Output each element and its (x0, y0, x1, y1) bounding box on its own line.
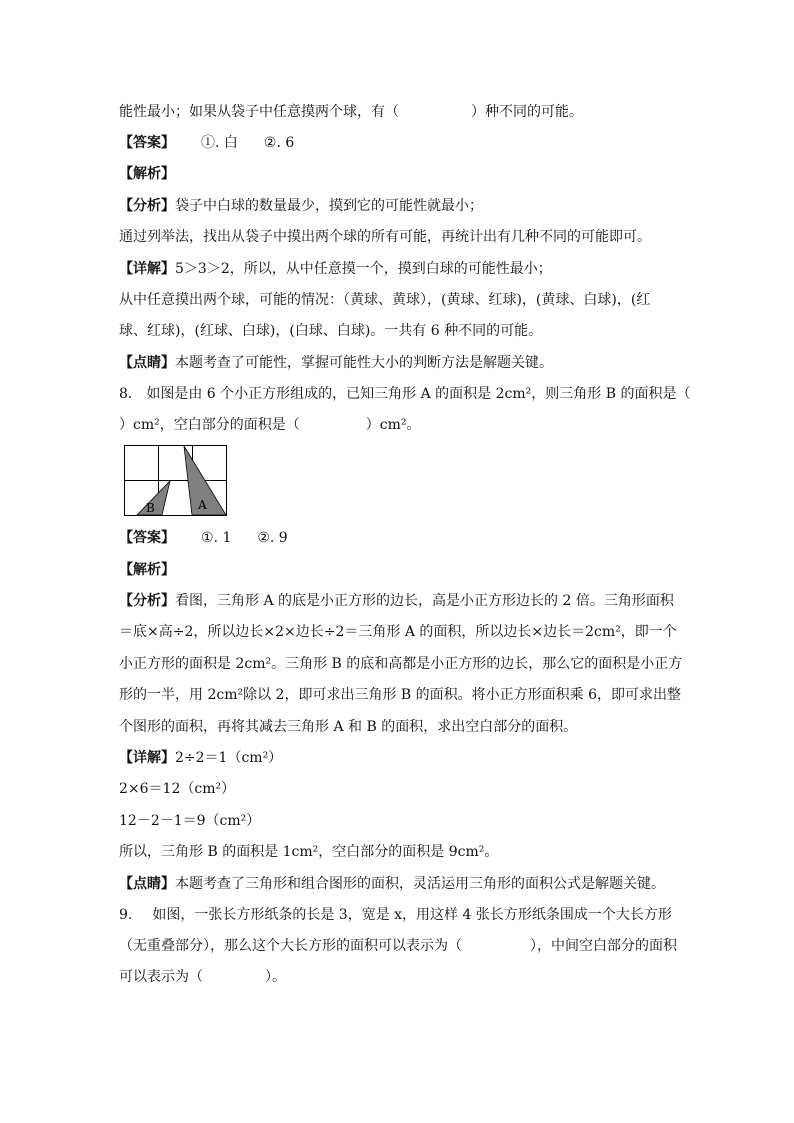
q8-comment-line (119, 874, 665, 894)
q9-number: 9. (119, 907, 133, 923)
label-b: B (146, 501, 155, 515)
q8-figure (124, 445, 228, 517)
q9-question-line-2 (119, 936, 677, 956)
q9-question-text-3a: 可以表示为（ (119, 969, 203, 985)
q7-analysis-tag: 【解析】 (119, 166, 175, 182)
q7-tail-text-a: 能性最小；如果从袋子中任意摸两个球，有（ (119, 104, 399, 120)
q8-comment-tag: 【点睛】 (119, 876, 175, 892)
q7-answer-line (119, 133, 294, 153)
q8-detail-line-2: 2×6＝12（cm²） (119, 781, 236, 797)
q7-detail-line-2: 从中任意摸出两个球，可能的情况：（黄球、黄球），(黄球、红球)，(黄球、白球)，(红 (119, 292, 651, 308)
q9-question-line-3 (119, 967, 286, 987)
q8-question-text-1: 如图是由 6 个小正方形组成的，已知三角形 A 的面积是 2cm²，则三角形 B 的面积是（ (146, 386, 691, 402)
q8-answer-2: ②. 9 (257, 530, 288, 546)
q8-question-line-2 (119, 415, 420, 435)
q8-fenxi-line-3: 小正方形的面积是 2cm²。三角形 B 的底和高都是小正方形的边长，那么它的面积是小正方 (119, 656, 683, 672)
q8-detail-tag: 【详解】 (119, 750, 175, 766)
q8-analysis-tag: 【解析】 (119, 562, 175, 578)
label-a: A (198, 498, 207, 512)
q9-question-line-1 (119, 905, 672, 925)
q8-answer-tag: 【答案】 (119, 530, 175, 546)
q7-fenxi-tag: 【分析】 (119, 198, 175, 214)
q7-answer-tag: 【答案】 (119, 135, 175, 151)
q7-detail-text-1: 5＞3＞2，所以，从中任意摸一个，摸到白球的可能性最小； (175, 261, 552, 277)
q8-fenxi-line-4: 形的一半，用 2cm²除以 2，即可求出三角形 B 的面积。将小正方形面积乘 6，即可求出整 (119, 687, 681, 703)
q7-detail-line-3: 球、红球)，(红球、白球)，(白球、白球)。一共有 6 种不同的可能。 (119, 323, 543, 339)
q9-question-text-3b: ）。 (265, 969, 286, 985)
q7-comment-line (119, 353, 553, 373)
q7-comment-tag: 【点睛】 (119, 355, 175, 371)
q8-question-line-1 (119, 384, 690, 404)
q8-fenxi-tag: 【分析】 (119, 593, 175, 609)
q8-question-text-2b: ）cm²。 (365, 417, 421, 433)
q8-detail-line-1 (119, 748, 282, 768)
q7-detail-line-1 (119, 259, 552, 279)
q7-answer-2: ②. 6 (263, 135, 295, 151)
q8-fenxi-line-1 (119, 591, 674, 611)
q8-comment-text: 本题考查了三角形和组合图形的面积，灵活运用三角形的面积公式是解题关键。 (175, 876, 665, 892)
q7-comment-text: 本题考查了可能性，掌握可能性大小的判断方法是解题关键。 (175, 355, 553, 371)
q8-fenxi-line-5: 个图形的面积，再将其减去三角形 A 和 B 的面积，求出空白部分的面积。 (119, 719, 578, 735)
q8-fenxi-text-1: 看图，三角形 A 的底是小正方形的边长，高是小正方形边长的 2 倍。三角形面积 (175, 593, 674, 609)
q7-tail-text-b: ）种不同的可能。 (471, 104, 583, 120)
q7-answer-1: ①. 白 (201, 135, 238, 151)
q8-detail-text-1: 2÷2＝1（cm²） (175, 750, 283, 766)
q9-question-text-2a: （无重叠部分），那么这个大长方形的面积可以表示为（ (119, 938, 462, 954)
q8-detail-line-4: 所以，三角形 B 的面积是 1cm²，空白部分的面积是 9cm²。 (119, 844, 499, 860)
q7-fenxi-line-1 (119, 196, 483, 216)
q8-fenxi-line-2: ＝底×高÷2，所以边长×2×边长÷2＝三角形 A 的面积，所以边长×边长＝2cm²，即一个 (119, 624, 677, 640)
q7-tail-line (119, 102, 583, 122)
q7-fenxi-line-2: 通过列举法，找出从袋子中摸出两个球的所有可能，再统计出有几种不同的可能即可。 (119, 229, 651, 245)
q9-question-text-2b: ），中间空白部分的面积 (530, 938, 677, 954)
q9-question-text-1: 如图，一张长方形纸条的长是 3，宽是 x，用这样 4 张长方形纸条围成一个大长方形 (152, 907, 672, 923)
q7-detail-tag: 【详解】 (119, 261, 175, 277)
q7-fenxi-text-1: 袋子中白球的数量最少，摸到它的可能性就最小； (175, 198, 483, 214)
q8-answer-line (119, 528, 288, 548)
q8-answer-1: ①. 1 (201, 530, 232, 546)
q8-number: 8. (119, 386, 133, 402)
q8-detail-line-3: 12－2－1＝9（cm²） (119, 813, 261, 829)
q8-question-text-2a: ）cm²，空白部分的面积是（ (119, 417, 300, 433)
